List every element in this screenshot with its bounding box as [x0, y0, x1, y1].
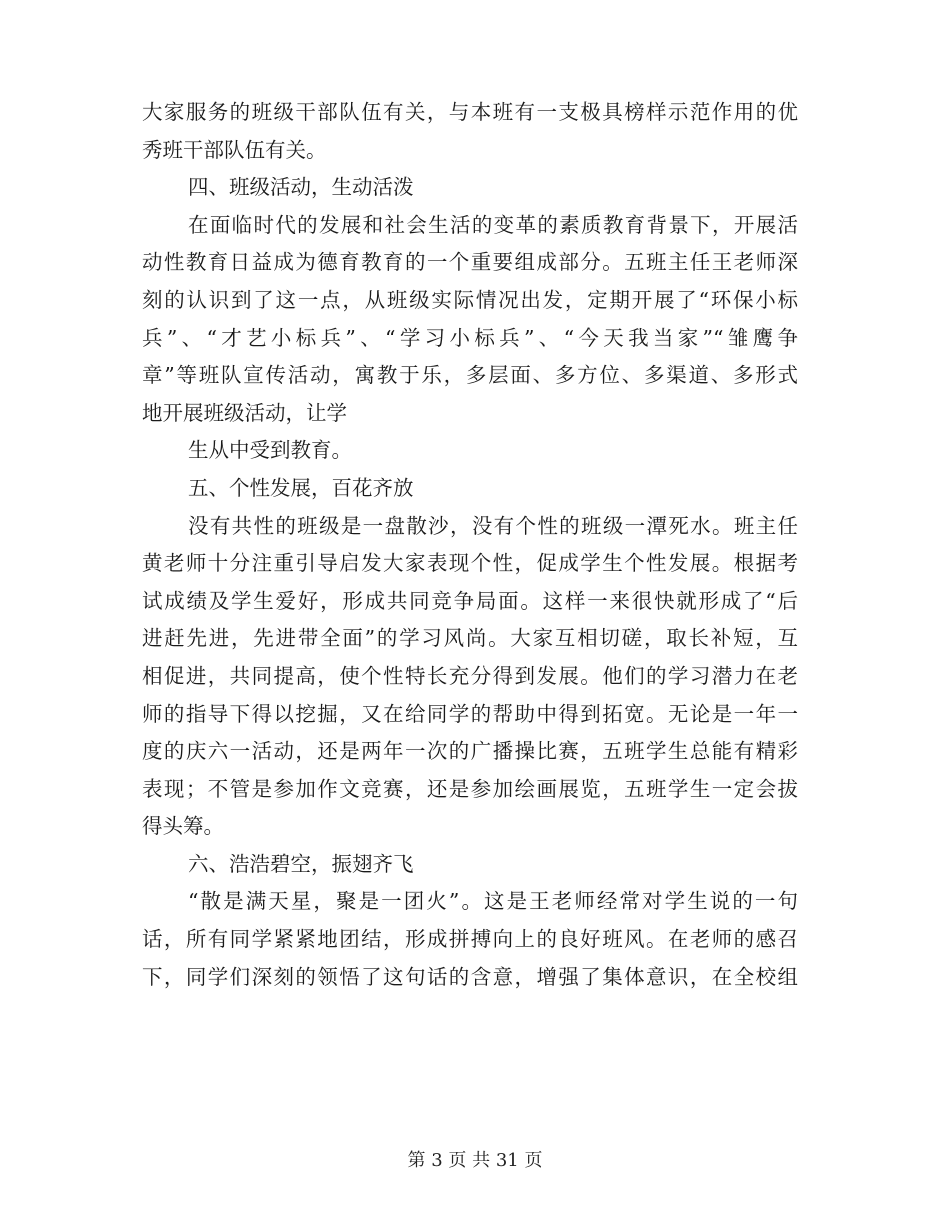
- body-line: 下，同学们深刻的领悟了这句话的含意，增强了集体意识，在全校组: [142, 964, 798, 989]
- body-line: 师的指导下得以挖掘，又在给同学的帮助中得到拓宽。无论是一年一: [142, 701, 798, 726]
- body-line: 地开展班级活动，让学: [142, 400, 347, 425]
- body-line: 试成绩及学生爱好，形成共同竞争局面。这样一来很快就形成了“后: [142, 588, 798, 613]
- document-body: [142, 94, 798, 996]
- body-line: 动性教育日益成为德育教育的一个重要组成部分。五班主任王老师深: [142, 250, 798, 275]
- section-heading: 六、浩浩碧空，振翅齐飞: [188, 851, 414, 876]
- body-line: 相促进，共同提高，使个性特长充分得到发展。他们的学习潜力在老: [142, 663, 798, 688]
- body-line: 在面临时代的发展和社会生活的变革的素质教育背景下，开展活: [188, 212, 798, 237]
- body-line: 进赶先进，先进带全面”的学习风尚。大家互相切磋，取长补短，互: [142, 626, 798, 651]
- body-line: 得头筹。: [142, 814, 224, 839]
- body-line: 生从中受到教育。: [188, 438, 352, 463]
- body-line: 刻的认识到了这一点，从班级实际情况出发，定期开展了“环保小标: [142, 287, 798, 312]
- body-line: 秀班干部队伍有关。: [142, 137, 327, 162]
- section-heading: 四、班级活动，生动活泼: [188, 175, 414, 200]
- body-line: 度的庆六一活动，还是两年一次的广播操比赛，五班学生总能有精彩: [142, 739, 798, 764]
- body-line: 章”等班队宣传活动，寓教于乐，多层面、多方位、多渠道、多形式: [142, 363, 798, 388]
- page-number-footer: 第 3 页 共 31 页: [407, 1150, 543, 1171]
- body-line: “散是满天星，聚是一团火”。这是王老师经常对学生说的一句: [188, 889, 798, 914]
- body-line: 话，所有同学紧紧地团结，形成拼搏向上的良好班风。在老师的感召: [142, 927, 798, 952]
- body-line: 兵”、“才艺小标兵”、“学习小标兵”、“今天我当家”“雏鹰争: [142, 325, 798, 350]
- body-line: 表现；不管是参加作文竞赛，还是参加绘画展览，五班学生一定会拔: [142, 776, 798, 801]
- body-line: 没有共性的班级是一盘散沙，没有个性的班级一潭死水。班主任: [188, 513, 798, 538]
- body-line: 大家服务的班级干部队伍有关，与本班有一支极具榜样示范作用的优: [142, 100, 798, 124]
- section-heading: 五、个性发展，百花齐放: [188, 475, 414, 500]
- body-line: 黄老师十分注重引导启发大家表现个性，促成学生个性发展。根据考: [142, 551, 798, 576]
